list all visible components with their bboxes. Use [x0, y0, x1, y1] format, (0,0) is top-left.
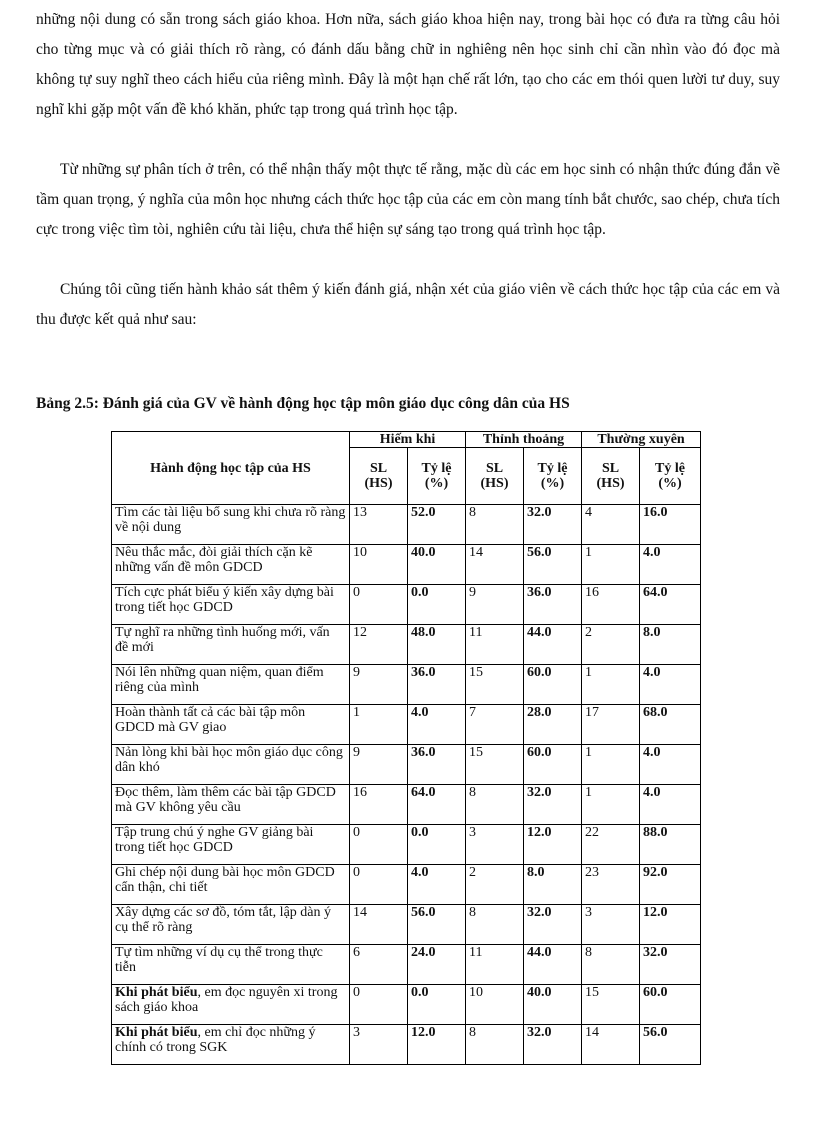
percent-cell: 8.0 — [524, 865, 582, 905]
action-cell — [112, 545, 350, 585]
action-text: , em chỉ đọc những ý chính có trong SGK — [115, 1025, 316, 1055]
percent-cell: 24.0 — [408, 945, 466, 985]
count-cell: 1 — [582, 745, 640, 785]
action-cell — [112, 865, 350, 905]
table-row — [112, 505, 701, 545]
header-pct-unit: (%) — [540, 476, 565, 491]
count-cell: 7 — [466, 705, 524, 745]
count-cell: 22 — [582, 825, 640, 865]
header-count-unit: (HS) — [596, 476, 625, 491]
header-pct-1 — [524, 448, 582, 505]
count-cell: 3 — [582, 905, 640, 945]
percent-cell: 56.0 — [524, 545, 582, 585]
percent-cell: 68.0 — [640, 705, 701, 745]
percent-cell: 60.0 — [524, 665, 582, 705]
table-row — [112, 945, 701, 985]
header-count-0 — [350, 448, 408, 505]
action-text: Nói lên những quan niệm, quan điểm riêng của mình — [115, 665, 324, 695]
percent-cell: 44.0 — [524, 945, 582, 985]
count-cell: 2 — [582, 625, 640, 665]
percent-cell: 32.0 — [524, 505, 582, 545]
percent-cell: 40.0 — [408, 545, 466, 585]
percent-cell: 36.0 — [408, 745, 466, 785]
percent-cell: 36.0 — [524, 585, 582, 625]
action-text: Tìm các tài liệu bổ sung khi chưa rõ ràng về nội dung — [115, 505, 346, 535]
count-cell: 0 — [350, 825, 408, 865]
action-text: Đọc thêm, làm thêm các bài tập GDCD mà GV không yêu cầu — [115, 785, 336, 815]
count-cell: 11 — [466, 945, 524, 985]
table-row — [112, 825, 701, 865]
count-cell: 15 — [466, 745, 524, 785]
percent-cell: 48.0 — [408, 625, 466, 665]
action-text: Tích cực phát biểu ý kiến xây dựng bài trong tiết học GDCD — [115, 585, 334, 615]
percent-cell: 12.0 — [524, 825, 582, 865]
header-group-often: Thường xuyên — [582, 432, 701, 448]
header-group-rarely: Hiếm khi — [350, 432, 466, 448]
count-cell: 16 — [582, 585, 640, 625]
header-pct-label: Tỷ lệ — [537, 461, 568, 476]
percent-cell: 88.0 — [640, 825, 701, 865]
header-pct-2 — [640, 448, 701, 505]
percent-cell: 40.0 — [524, 985, 582, 1025]
percent-cell: 32.0 — [524, 905, 582, 945]
header-pct-0 — [408, 448, 466, 505]
percent-cell: 92.0 — [640, 865, 701, 905]
paragraph-1: những nội dung có sẵn trong sách giáo khoa. Hơn nữa, sách giáo khoa hiện nay, trong bài học có đưa ra từng câu hỏi cho từng mục và có giải thích rõ ràng, có đánh dấu bằng chữ in nghiêng nên học sinh chỉ cần nhìn vào đó đọc mà không tự suy nghĩ theo cách hiểu của riêng mình. Đây là một hạn chế rất lớn, tạo cho các em thói quen lười tư duy, suy nghĩ khi gặp một vấn đề khó khăn, phức tạp trong quá trình học tập. — [36, 11, 780, 118]
action-text: Tập trung chú ý nghe GV giảng bài trong tiết học GDCD — [115, 825, 314, 855]
header-count-2 — [582, 448, 640, 505]
header-count-label: SL — [369, 461, 388, 476]
header-count-label: SL — [601, 461, 620, 476]
count-cell: 3 — [466, 825, 524, 865]
percent-cell: 0.0 — [408, 985, 466, 1025]
count-cell: 15 — [466, 665, 524, 705]
header-pct-unit: (%) — [424, 476, 449, 491]
count-cell: 16 — [350, 785, 408, 825]
action-cell — [112, 825, 350, 865]
table-row — [112, 745, 701, 785]
header-count-1 — [466, 448, 524, 505]
count-cell: 10 — [350, 545, 408, 585]
action-cell — [112, 625, 350, 665]
table-row — [112, 985, 701, 1025]
percent-cell: 60.0 — [640, 985, 701, 1025]
count-cell: 14 — [466, 545, 524, 585]
action-cell — [112, 705, 350, 745]
count-cell: 23 — [582, 865, 640, 905]
action-text: Nêu thắc mắc, đòi giải thích cặn kẽ những vấn đề môn GDCD — [115, 545, 313, 575]
percent-cell: 36.0 — [408, 665, 466, 705]
paragraph-3: Chúng tôi cũng tiến hành khảo sát thêm ý kiến đánh giá, nhận xét của giáo viên về cách thức học tập của các em và thu được kết quả như sau: — [36, 281, 780, 328]
action-cell — [112, 745, 350, 785]
action-text: Tự tìm những ví dụ cụ thể trong thực tiễn — [115, 945, 323, 975]
count-cell: 0 — [350, 585, 408, 625]
action-cell — [112, 1025, 350, 1065]
header-count-unit: (HS) — [364, 476, 393, 491]
count-cell: 11 — [466, 625, 524, 665]
action-bold-prefix: Khi phát biểu — [115, 985, 198, 1000]
action-bold-prefix: Khi phát biểu — [115, 1025, 198, 1040]
count-cell: 9 — [350, 665, 408, 705]
percent-cell: 12.0 — [408, 1025, 466, 1065]
table-row — [112, 865, 701, 905]
count-cell: 13 — [350, 505, 408, 545]
percent-cell: 52.0 — [408, 505, 466, 545]
count-cell: 12 — [350, 625, 408, 665]
count-cell: 8 — [466, 505, 524, 545]
table-caption: Bảng 2.5: Đánh giá của GV về hành động học tập môn giáo dục công dân của HS — [36, 395, 570, 412]
percent-cell: 4.0 — [640, 745, 701, 785]
count-cell: 0 — [350, 865, 408, 905]
percent-cell: 12.0 — [640, 905, 701, 945]
count-cell: 1 — [582, 665, 640, 705]
percent-cell: 8.0 — [640, 625, 701, 665]
count-cell: 10 — [466, 985, 524, 1025]
percent-cell: 28.0 — [524, 705, 582, 745]
count-cell: 1 — [350, 705, 408, 745]
percent-cell: 4.0 — [408, 865, 466, 905]
count-cell: 1 — [582, 785, 640, 825]
table-row — [112, 585, 701, 625]
action-cell — [112, 585, 350, 625]
action-text: , em đọc nguyên xi trong sách giáo khoa — [115, 985, 338, 1015]
action-text: Ghi chép nội dung bài học môn GDCD cẩn thận, chi tiết — [115, 865, 335, 895]
evaluation-table — [111, 431, 701, 1065]
percent-cell: 44.0 — [524, 625, 582, 665]
count-cell: 8 — [466, 905, 524, 945]
header-count-label: SL — [485, 461, 504, 476]
percent-cell: 16.0 — [640, 505, 701, 545]
table-row — [112, 665, 701, 705]
table-row — [112, 705, 701, 745]
table-body — [112, 505, 701, 1065]
percent-cell: 0.0 — [408, 825, 466, 865]
percent-cell: 32.0 — [640, 945, 701, 985]
percent-cell: 56.0 — [408, 905, 466, 945]
count-cell: 8 — [582, 945, 640, 985]
table-row — [112, 785, 701, 825]
count-cell: 14 — [582, 1025, 640, 1065]
count-cell: 1 — [582, 545, 640, 585]
header-group-sometimes: Thỉnh thoảng — [466, 432, 582, 448]
count-cell: 2 — [466, 865, 524, 905]
table-row — [112, 625, 701, 665]
action-cell — [112, 505, 350, 545]
percent-cell: 56.0 — [640, 1025, 701, 1065]
count-cell: 17 — [582, 705, 640, 745]
header-action: Hành động học tập của HS — [112, 432, 350, 505]
header-pct-label: Tỷ lệ — [421, 461, 452, 476]
table-row — [112, 545, 701, 585]
action-cell — [112, 945, 350, 985]
action-cell — [112, 985, 350, 1025]
count-cell: 3 — [350, 1025, 408, 1065]
action-cell — [112, 785, 350, 825]
percent-cell: 64.0 — [640, 585, 701, 625]
table-row — [112, 905, 701, 945]
percent-cell: 4.0 — [640, 545, 701, 585]
action-text: Tự nghĩ ra những tình huống mới, vấn đề mới — [115, 625, 330, 655]
percent-cell: 32.0 — [524, 785, 582, 825]
percent-cell: 4.0 — [640, 785, 701, 825]
count-cell: 9 — [350, 745, 408, 785]
count-cell: 8 — [466, 785, 524, 825]
table-row — [112, 1025, 701, 1065]
header-pct-unit: (%) — [658, 476, 682, 491]
header-count-unit: (HS) — [480, 476, 509, 491]
percent-cell: 4.0 — [640, 665, 701, 705]
percent-cell: 0.0 — [408, 585, 466, 625]
count-cell: 8 — [466, 1025, 524, 1065]
percent-cell: 4.0 — [408, 705, 466, 745]
count-cell: 6 — [350, 945, 408, 985]
header-pct-label: Tỷ lệ — [655, 461, 685, 476]
action-text: Hoàn thành tất cả các bài tập môn GDCD mà GV giao — [115, 705, 306, 735]
count-cell: 15 — [582, 985, 640, 1025]
action-text: Xây dựng các sơ đồ, tóm tắt, lập dàn ý cụ thể rõ ràng — [115, 905, 331, 935]
count-cell: 9 — [466, 585, 524, 625]
count-cell: 0 — [350, 985, 408, 1025]
action-cell — [112, 665, 350, 705]
paragraph-2: Từ những sự phân tích ở trên, có thể nhận thấy một thực tế rằng, mặc dù các em học sinh có nhận thức đúng đắn về tầm quan trọng, ý nghĩa của môn học nhưng cách thức học tập của các em còn mang tính bắt chước, sao chép, chưa tích cực trong việc tìm tòi, nghiên cứu tài liệu, chưa thể hiện sự sáng tạo trong quá trình học tập. — [36, 161, 780, 238]
action-text: Nản lòng khi bài học môn giáo dục công dân khó — [115, 745, 343, 775]
percent-cell: 64.0 — [408, 785, 466, 825]
percent-cell: 32.0 — [524, 1025, 582, 1065]
count-cell: 14 — [350, 905, 408, 945]
action-cell — [112, 905, 350, 945]
count-cell: 4 — [582, 505, 640, 545]
percent-cell: 60.0 — [524, 745, 582, 785]
